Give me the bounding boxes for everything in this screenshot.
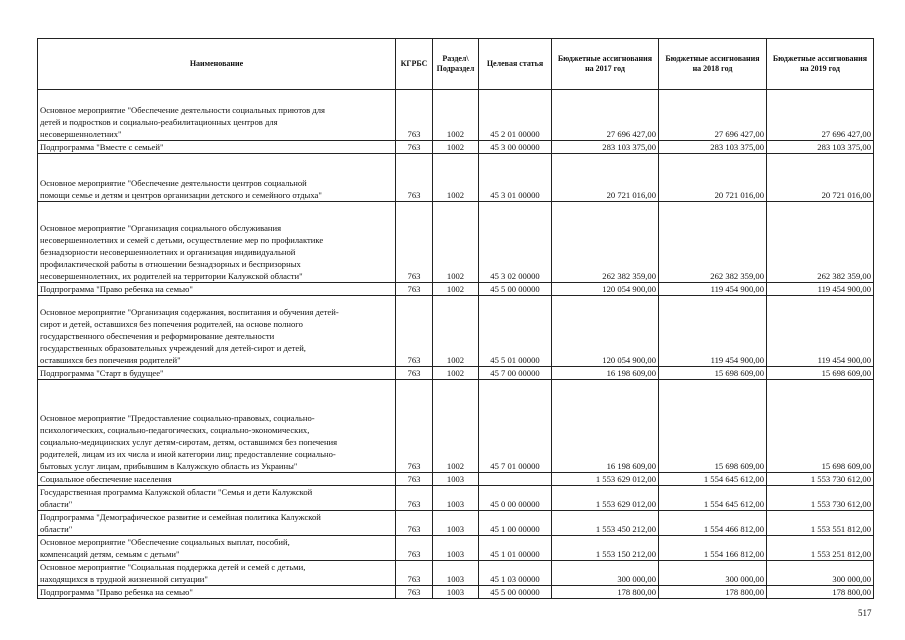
row-amount-2017: 1 553 629 012,00 (552, 486, 659, 511)
row-amount-2019: 1 553 551 812,00 (767, 511, 874, 536)
row-section: 1003 (433, 511, 479, 536)
table-row (38, 154, 874, 202)
page-number: 517 (858, 608, 872, 618)
row-section: 1003 (433, 486, 479, 511)
row-kgrbs: 763 (396, 90, 433, 141)
row-target: 45 5 01 00000 (479, 296, 552, 367)
row-target (479, 473, 552, 486)
row-kgrbs: 763 (396, 154, 433, 202)
row-name: Основное мероприятие "Организация социального обслуживания несовершеннолетних и семей с детьми, осуществление мер по профилактике безнадзорности несовершеннолетних и организация индивидуальной профилактической работы в отношении безнадзорных и беспризорных несовершеннолетних, их родителей на территории Калужской области" (38, 202, 396, 283)
row-section: 1003 (433, 473, 479, 486)
row-amount-2017: 120 054 900,00 (552, 283, 659, 296)
row-target: 45 1 00 00000 (479, 511, 552, 536)
row-target: 45 1 01 00000 (479, 536, 552, 561)
row-name: Основное мероприятие "Обеспечение социальных выплат, пособий, компенсаций детям, семьям с детьми" (38, 536, 396, 561)
row-amount-2017: 16 198 609,00 (552, 367, 659, 380)
row-kgrbs: 763 (396, 283, 433, 296)
table-row (38, 202, 874, 283)
row-amount-2019: 15 698 609,00 (767, 380, 874, 473)
row-section: 1002 (433, 202, 479, 283)
row-amount-2019: 1 553 730 612,00 (767, 486, 874, 511)
row-amount-2018: 1 554 645 612,00 (659, 486, 767, 511)
row-amount-2018: 1 554 466 812,00 (659, 511, 767, 536)
row-name: Основное мероприятие "Обеспечение деятельности социальных приютов для детей и подростков и социально-реабилитационных центров для несовершеннолетних" (38, 90, 396, 141)
row-kgrbs: 763 (396, 486, 433, 511)
row-section: 1002 (433, 154, 479, 202)
table-row (38, 141, 874, 154)
row-amount-2019: 283 103 375,00 (767, 141, 874, 154)
row-amount-2019: 119 454 900,00 (767, 296, 874, 367)
header-kgrbs: КГРБС (396, 39, 433, 90)
table-row (38, 296, 874, 367)
row-amount-2018: 119 454 900,00 (659, 283, 767, 296)
row-name: Основное мероприятие "Организация содержания, воспитания и обучения детей- сирот и детей, оставшихся без попечения родителей, на основе полного государственного обеспечения и реформирование деятельности государственных образовательных учреждений для детей-сирот и детей, оставшихся без попечения родителей" (38, 296, 396, 367)
row-target: 45 7 00 00000 (479, 367, 552, 380)
row-amount-2017: 283 103 375,00 (552, 141, 659, 154)
row-amount-2017: 27 696 427,00 (552, 90, 659, 141)
row-kgrbs: 763 (396, 202, 433, 283)
row-amount-2019: 27 696 427,00 (767, 90, 874, 141)
row-amount-2018: 178 800,00 (659, 586, 767, 599)
row-name: Подпрограмма "Старт в будущее" (38, 367, 396, 380)
row-kgrbs: 763 (396, 473, 433, 486)
table-row (38, 561, 874, 586)
header-row (38, 39, 874, 90)
row-target: 45 7 01 00000 (479, 380, 552, 473)
row-amount-2018: 15 698 609,00 (659, 380, 767, 473)
row-amount-2018: 15 698 609,00 (659, 367, 767, 380)
table-row (38, 283, 874, 296)
row-amount-2017: 16 198 609,00 (552, 380, 659, 473)
row-amount-2018: 1 554 645 612,00 (659, 473, 767, 486)
row-amount-2019: 1 553 251 812,00 (767, 536, 874, 561)
row-name: Основное мероприятие "Социальная поддержка детей и семей с детьми, находящихся в трудной жизненной ситуации" (38, 561, 396, 586)
row-amount-2017: 20 721 016,00 (552, 154, 659, 202)
table-row (38, 367, 874, 380)
row-kgrbs: 763 (396, 296, 433, 367)
row-amount-2019: 20 721 016,00 (767, 154, 874, 202)
row-section: 1002 (433, 367, 479, 380)
header-2017: Бюджетные ассигнования на 2017 год (552, 39, 659, 90)
row-name: Подпрограмма "Право ребенка на семью" (38, 586, 396, 599)
row-amount-2019: 262 382 359,00 (767, 202, 874, 283)
row-target: 45 3 01 00000 (479, 154, 552, 202)
row-section: 1003 (433, 586, 479, 599)
row-kgrbs: 763 (396, 380, 433, 473)
row-amount-2019: 15 698 609,00 (767, 367, 874, 380)
row-kgrbs: 763 (396, 141, 433, 154)
row-kgrbs: 763 (396, 536, 433, 561)
row-kgrbs: 763 (396, 367, 433, 380)
header-section: Раздел\ Подраздел (433, 39, 479, 90)
row-target: 45 5 00 00000 (479, 283, 552, 296)
row-name: Основное мероприятие "Предоставление социально-правовых, социально- психологических, социально-педагогических, социально-экономических, социально-медицинских услуг детям-сиротам, детям, оставшимся без попечения родителей, лицам из их числа и иной категории лиц; предоставление социально- бытовых услуг лицам, прибывшим в Калужскую область из Украины" (38, 380, 396, 473)
row-amount-2018: 20 721 016,00 (659, 154, 767, 202)
table-row (38, 380, 874, 473)
row-amount-2018: 283 103 375,00 (659, 141, 767, 154)
row-amount-2017: 300 000,00 (552, 561, 659, 586)
header-target: Целевая статья (479, 39, 552, 90)
table-row (38, 486, 874, 511)
header-2018: Бюджетные ассигнования на 2018 год (659, 39, 767, 90)
row-amount-2017: 1 553 629 012,00 (552, 473, 659, 486)
row-section: 1002 (433, 380, 479, 473)
row-kgrbs: 763 (396, 561, 433, 586)
row-target: 45 1 03 00000 (479, 561, 552, 586)
row-name: Подпрограмма "Вместе с семьей" (38, 141, 396, 154)
row-kgrbs: 763 (396, 511, 433, 536)
row-amount-2018: 119 454 900,00 (659, 296, 767, 367)
table-row (38, 586, 874, 599)
row-amount-2019: 300 000,00 (767, 561, 874, 586)
table-row (38, 511, 874, 536)
row-amount-2017: 1 553 150 212,00 (552, 536, 659, 561)
table-row (38, 536, 874, 561)
row-target: 45 3 02 00000 (479, 202, 552, 283)
row-amount-2018: 1 554 166 812,00 (659, 536, 767, 561)
row-target: 45 5 00 00000 (479, 586, 552, 599)
table-row (38, 90, 874, 141)
row-amount-2019: 178 800,00 (767, 586, 874, 599)
row-amount-2017: 120 054 900,00 (552, 296, 659, 367)
row-kgrbs: 763 (396, 586, 433, 599)
header-2019: Бюджетные ассигнования на 2019 год (767, 39, 874, 90)
row-amount-2017: 178 800,00 (552, 586, 659, 599)
row-amount-2018: 262 382 359,00 (659, 202, 767, 283)
row-name: Подпрограмма "Демографическое развитие и семейная политика Калужской области" (38, 511, 396, 536)
row-target: 45 2 01 00000 (479, 90, 552, 141)
row-name: Подпрограмма "Право ребенка на семью" (38, 283, 396, 296)
row-amount-2019: 119 454 900,00 (767, 283, 874, 296)
row-section: 1003 (433, 536, 479, 561)
row-section: 1002 (433, 296, 479, 367)
row-name: Социальное обеспечение населения (38, 473, 396, 486)
table-row (38, 473, 874, 486)
row-target: 45 3 00 00000 (479, 141, 552, 154)
budget-table (37, 38, 874, 599)
row-amount-2017: 262 382 359,00 (552, 202, 659, 283)
row-amount-2018: 300 000,00 (659, 561, 767, 586)
row-section: 1003 (433, 561, 479, 586)
row-name: Государственная программа Калужской области "Семья и дети Калужской области" (38, 486, 396, 511)
row-name: Основное мероприятие "Обеспечение деятельности центров социальной помощи семье и детям и центров организации детского и семейного отдыха" (38, 154, 396, 202)
row-section: 1002 (433, 283, 479, 296)
row-section: 1002 (433, 141, 479, 154)
header-name: Наименование (38, 39, 396, 90)
row-amount-2017: 1 553 450 212,00 (552, 511, 659, 536)
row-section: 1002 (433, 90, 479, 141)
row-amount-2018: 27 696 427,00 (659, 90, 767, 141)
row-amount-2019: 1 553 730 612,00 (767, 473, 874, 486)
row-target: 45 0 00 00000 (479, 486, 552, 511)
